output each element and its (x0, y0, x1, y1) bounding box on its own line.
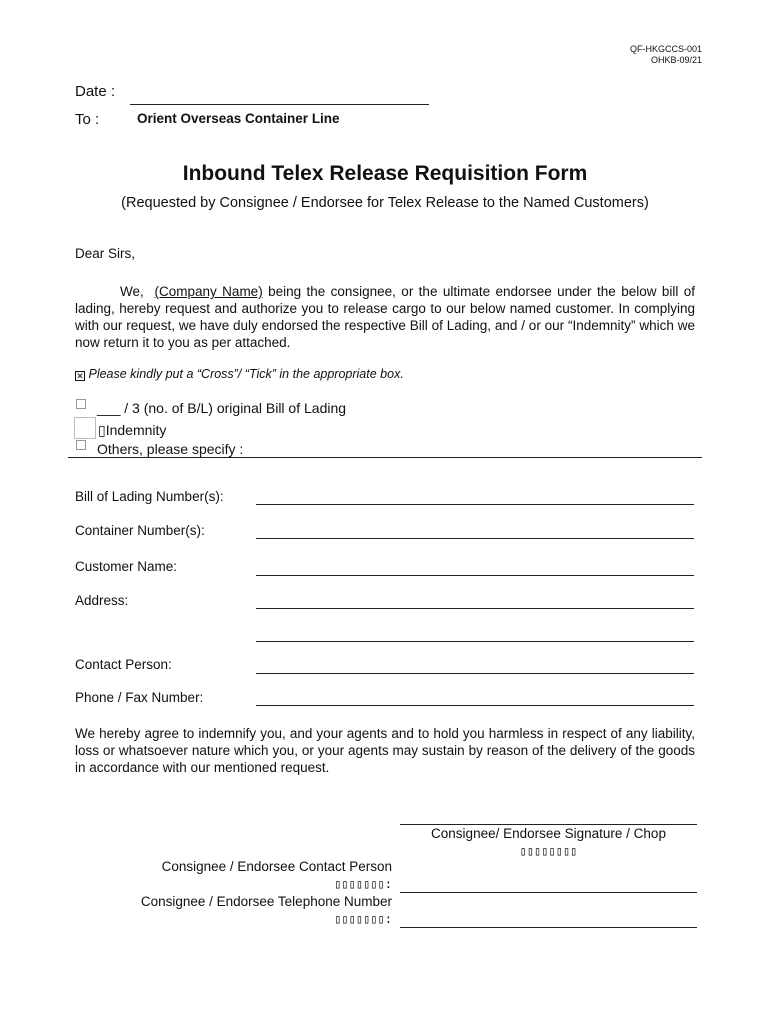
contact-person-label: Contact Person: (75, 657, 172, 672)
customer-name-label: Customer Name: (75, 559, 178, 574)
date-label: Date : (75, 83, 116, 100)
checkbox-indemnity[interactable] (74, 417, 96, 439)
cross-box-icon: ✕ (76, 371, 84, 381)
checkbox-original-bl[interactable] (76, 399, 86, 409)
request-paragraph (75, 283, 695, 351)
option-indemnity: ▯Indemnity (98, 422, 167, 438)
indemnity-statement: We hereby agree to indemnify you, and your agents and to hold you harmless in respect of any liability, loss or whatsoever nature which you, or your agents may sustain by reason of the delivery of the goods in accordance with our mentioned request. (75, 726, 695, 775)
contact-person-sig-label: Consignee / Endorsee Contact Person (161, 859, 392, 874)
to-label: To : (75, 111, 100, 128)
telephone-sig-field[interactable] (400, 927, 697, 928)
form-subtitle: (Requested by Consignee / Endorsee for Telex Release to the Named Customers) (121, 195, 649, 211)
address-label: Address: (75, 593, 129, 608)
phone-fax-field[interactable] (256, 705, 694, 706)
reference-code (630, 44, 702, 66)
form-code: QF-HKGCCS-001 (629, 44, 702, 54)
telephone-glyphs: ▯▯▯▯▯▯▯: (334, 912, 392, 926)
form-title: Inbound Telex Release Requisition Form (182, 162, 588, 185)
date-field-line[interactable] (130, 104, 429, 105)
address-field-line-1[interactable] (256, 608, 694, 609)
paragraph-lead: We, (120, 284, 144, 299)
signature-label-glyphs: ▯▯▯▯▯▯▯▯ (519, 844, 578, 858)
signature-line[interactable] (400, 824, 697, 825)
contact-person-field[interactable] (256, 673, 694, 674)
option-original-bl: ___ / 3 (no. of B/L) original Bill of Lading (97, 400, 347, 416)
instruction-line (75, 367, 404, 381)
telephone-sig-label: Consignee / Endorsee Telephone Number (140, 894, 392, 909)
contact-person-sig-field[interactable] (400, 892, 697, 893)
option-others: Others, please specify : (97, 441, 244, 457)
company-name-placeholder: (Company Name) (154, 284, 263, 299)
form-revision: OHKB-09/21 (650, 55, 702, 65)
bl-number-field[interactable] (256, 504, 694, 505)
contact-person-glyphs: ▯▯▯▯▯▯▯: (334, 877, 392, 891)
instruction-text: Please kindly put a “Cross”/ “Tick” in the appropriate box. (88, 367, 404, 381)
paragraph-body: being the consignee, or the ultimate endorsee under the below bill of lading, hereby request and authorize you to release cargo to our below named customer. In complying with our request, we have duly endorsed the respective Bill of Lading, and / or our “Indemnity” which we now return it to you as per attached. (75, 284, 695, 350)
address-field-line-2[interactable] (256, 641, 694, 642)
salutation: Dear Sirs, (75, 246, 136, 261)
checkbox-others[interactable] (76, 440, 86, 450)
container-number-label: Container Number(s): (75, 523, 205, 538)
signature-label: Consignee/ Endorsee Signature / Chop (431, 826, 666, 841)
recipient-name: Orient Overseas Container Line (137, 111, 340, 126)
others-specify-line[interactable] (68, 457, 702, 458)
phone-fax-label: Phone / Fax Number: (75, 690, 204, 705)
customer-name-field[interactable] (256, 575, 694, 576)
container-number-field[interactable] (256, 538, 694, 539)
bl-number-label: Bill of Lading Number(s): (75, 489, 224, 504)
